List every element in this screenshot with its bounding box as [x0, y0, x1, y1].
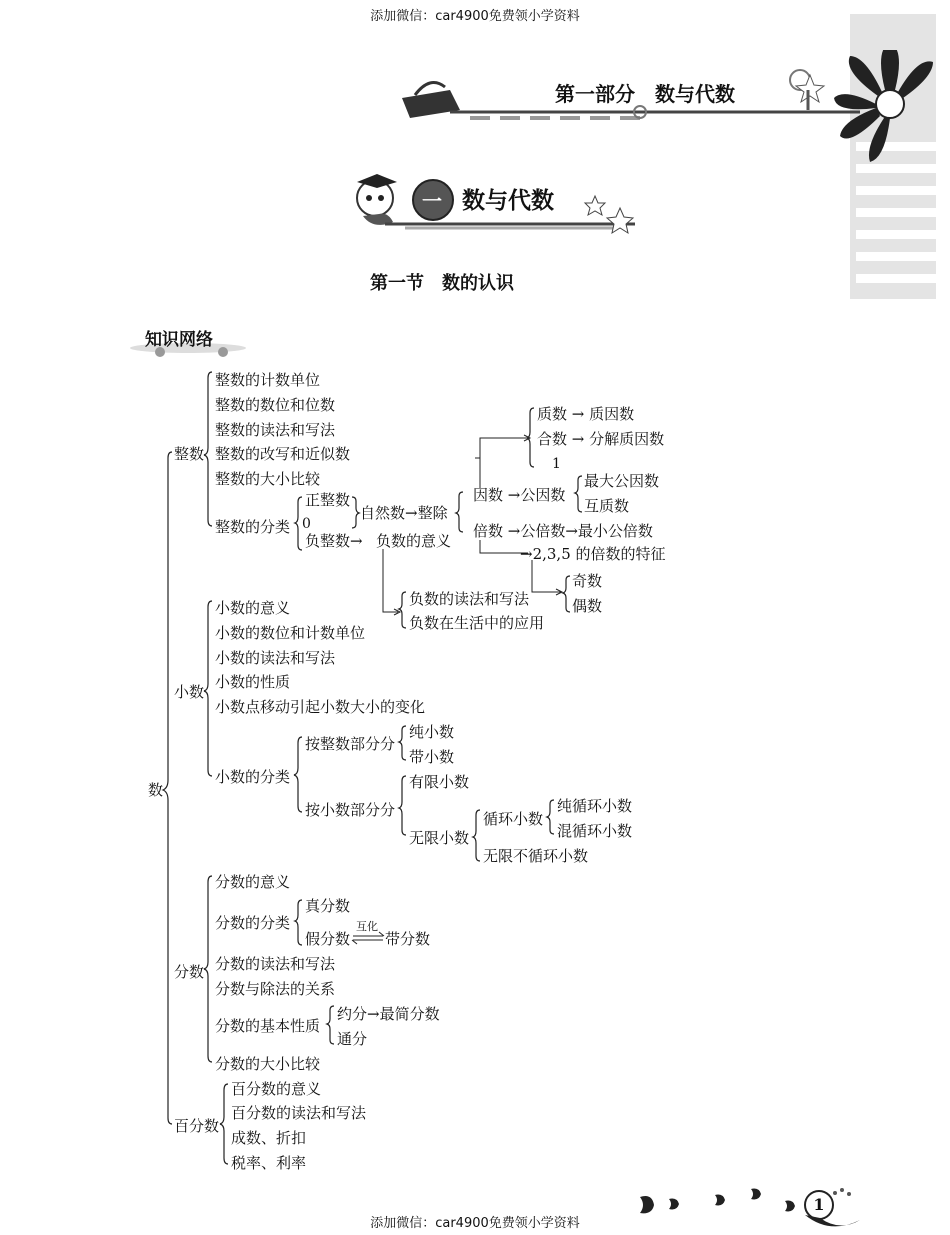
- knowledge-network-label: 知识网络: [145, 330, 213, 350]
- root-node: 数: [148, 781, 164, 799]
- decimal-item: 小数的读法和写法: [215, 649, 336, 667]
- percent-item: 百分数的读法和写法: [231, 1104, 367, 1122]
- percent-item: 成数、折扣: [231, 1129, 307, 1147]
- negative-integer: 负整数→: [305, 532, 363, 550]
- integer-item: 整数的大小比较: [215, 470, 321, 488]
- negative-meaning: 负数的意义: [376, 532, 452, 550]
- fraction-node: 分数: [174, 963, 205, 981]
- by-decimal-part: 按小数部分分: [305, 801, 396, 819]
- factor-item: 因数 →公因数: [473, 486, 566, 504]
- divisibility-feature: →2,3,5 的倍数的特征: [520, 545, 666, 563]
- integer-item: 整数的计数单位: [215, 371, 321, 389]
- zero: 0: [302, 516, 311, 532]
- watermark-bottom: 添加微信：car4900免费领小学资料: [370, 1216, 580, 1231]
- chapter-title: 数与代数: [462, 188, 554, 214]
- coprime-item: 互质数: [584, 497, 630, 515]
- decimal-node: 小数: [174, 683, 205, 701]
- one-item: 1: [552, 456, 561, 472]
- odd-item: 奇数: [572, 572, 603, 590]
- fraction-item: 分数的意义: [215, 873, 291, 891]
- convert-label: 互化: [356, 920, 378, 933]
- reduce-item: 约分→最简分数: [337, 1005, 440, 1023]
- integer-item: 整数的读法和写法: [215, 421, 336, 439]
- even-item: 偶数: [572, 597, 603, 615]
- watermark-top: 添加微信：car4900免费领小学资料: [370, 9, 580, 24]
- negative-item: 负数在生活中的应用: [409, 614, 545, 632]
- percent-item: 百分数的意义: [231, 1080, 322, 1098]
- composite-item: 合数 → 分解质因数: [537, 430, 665, 448]
- section-title: 第一节 数的认识: [370, 273, 514, 294]
- integer-node: 整数: [174, 445, 205, 463]
- fraction-item: 分数与除法的关系: [215, 980, 336, 998]
- decimal-item: 小数的分类: [215, 768, 291, 786]
- negative-item: 负数的读法和写法: [409, 590, 530, 608]
- integer-item: 整数的分类: [215, 518, 291, 536]
- multiple-item: 倍数 →公倍数→最小公倍数: [473, 522, 653, 540]
- infinite-decimal: 无限小数: [409, 829, 470, 847]
- fraction-item: 分数的读法和写法: [215, 955, 336, 973]
- pure-decimal: 纯小数: [409, 723, 455, 741]
- percent-node: 百分数: [174, 1117, 220, 1135]
- mixed-number: 带分数: [385, 930, 431, 948]
- proper-fraction: 真分数: [305, 897, 351, 915]
- page-number: 1: [813, 1195, 825, 1214]
- fraction-item: 分数的大小比较: [215, 1055, 321, 1073]
- finite-decimal: 有限小数: [409, 773, 470, 791]
- integer-item: 整数的数位和位数: [215, 396, 336, 414]
- percent-item: 税率、利率: [231, 1154, 307, 1172]
- integer-item: 整数的改写和近似数: [215, 445, 351, 463]
- common-denominator: 通分: [337, 1030, 368, 1048]
- part-title: 第一部分 数与代数: [555, 82, 735, 106]
- prime-item: 质数 → 质因数: [537, 405, 635, 423]
- gcf-item: 最大公因数: [584, 472, 660, 490]
- fraction-item: 分数的基本性质: [215, 1017, 321, 1035]
- decimal-item: 小数的意义: [215, 599, 291, 617]
- decimal-item: 小数点移动引起小数大小的变化: [215, 698, 426, 716]
- decimal-item: 小数的数位和计数单位: [215, 624, 366, 642]
- non-repeating: 无限不循环小数: [483, 847, 589, 865]
- by-integer-part: 按整数部分分: [305, 735, 396, 753]
- chapter-badge: 一: [422, 189, 442, 213]
- improper-fraction: 假分数: [305, 930, 351, 948]
- mixed-decimal: 带小数: [409, 748, 455, 766]
- natural-number: 自然数→整除: [360, 504, 448, 522]
- fraction-item: 分数的分类: [215, 914, 291, 932]
- decimal-item: 小数的性质: [215, 673, 291, 691]
- repeating-decimal: 循环小数: [483, 810, 544, 828]
- mixed-repeating: 混循环小数: [557, 822, 633, 840]
- footer-decoration: [635, 1185, 870, 1230]
- pure-repeating: 纯循环小数: [557, 797, 633, 815]
- positive-integer: 正整数: [305, 491, 351, 509]
